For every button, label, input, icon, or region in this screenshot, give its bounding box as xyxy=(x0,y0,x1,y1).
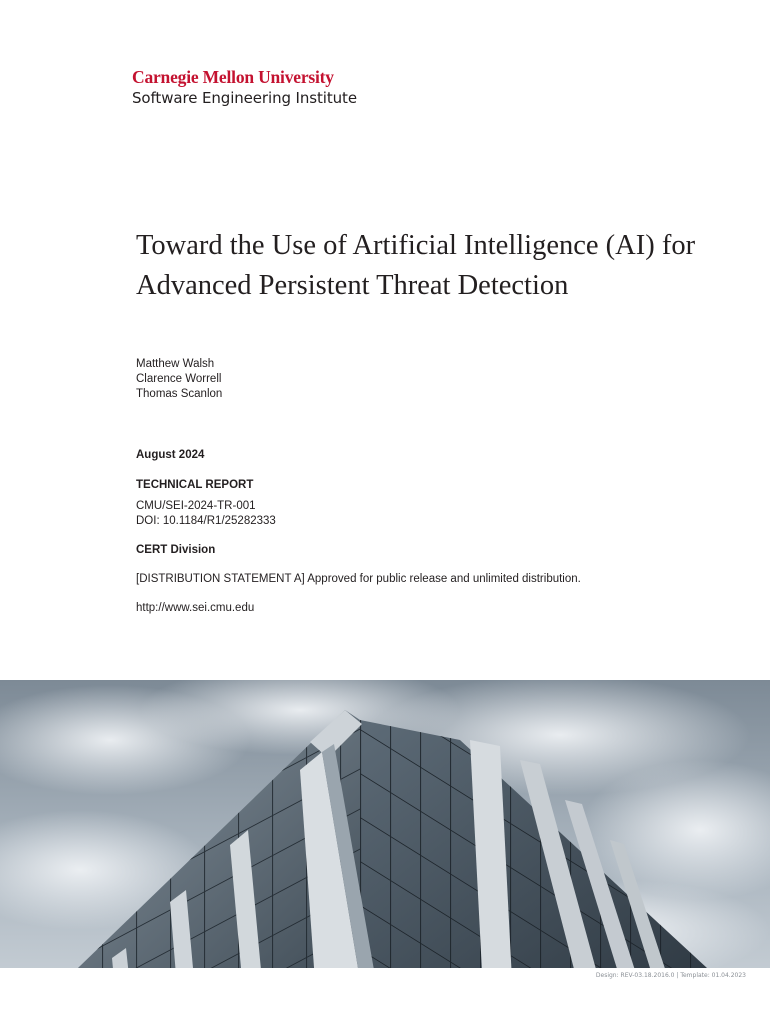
report-identifiers xyxy=(136,499,276,529)
author: Clarence Worrell xyxy=(136,373,222,385)
sei-logo xyxy=(132,67,357,108)
author-list xyxy=(136,357,222,402)
design-template-note: Design: REV-03.18.2016.0 | Template: 01.04.2023 xyxy=(595,972,746,979)
institute-name: Software Engineering Institute xyxy=(132,89,357,107)
university-name: Carnegie Mellon University xyxy=(132,67,334,87)
publication-date: August 2024 xyxy=(136,449,205,461)
report-type: TECHNICAL REPORT xyxy=(136,479,254,491)
report-doi: DOI: 10.1184/R1/25282333 xyxy=(136,515,276,527)
website-link[interactable]: http://www.sei.cmu.edu xyxy=(136,602,255,614)
report-number: CMU/SEI-2024-TR-001 xyxy=(136,500,256,512)
report-title: Toward the Use of Artificial Intelligence (AI) for Advanced Persistent Threat Detection xyxy=(136,230,696,301)
author: Matthew Walsh xyxy=(136,358,215,370)
division-name: CERT Division xyxy=(136,544,216,556)
author: Thomas Scanlon xyxy=(136,388,223,400)
distribution-statement: [DISTRIBUTION STATEMENT A] Approved for public release and unlimited distribution. xyxy=(136,573,581,585)
